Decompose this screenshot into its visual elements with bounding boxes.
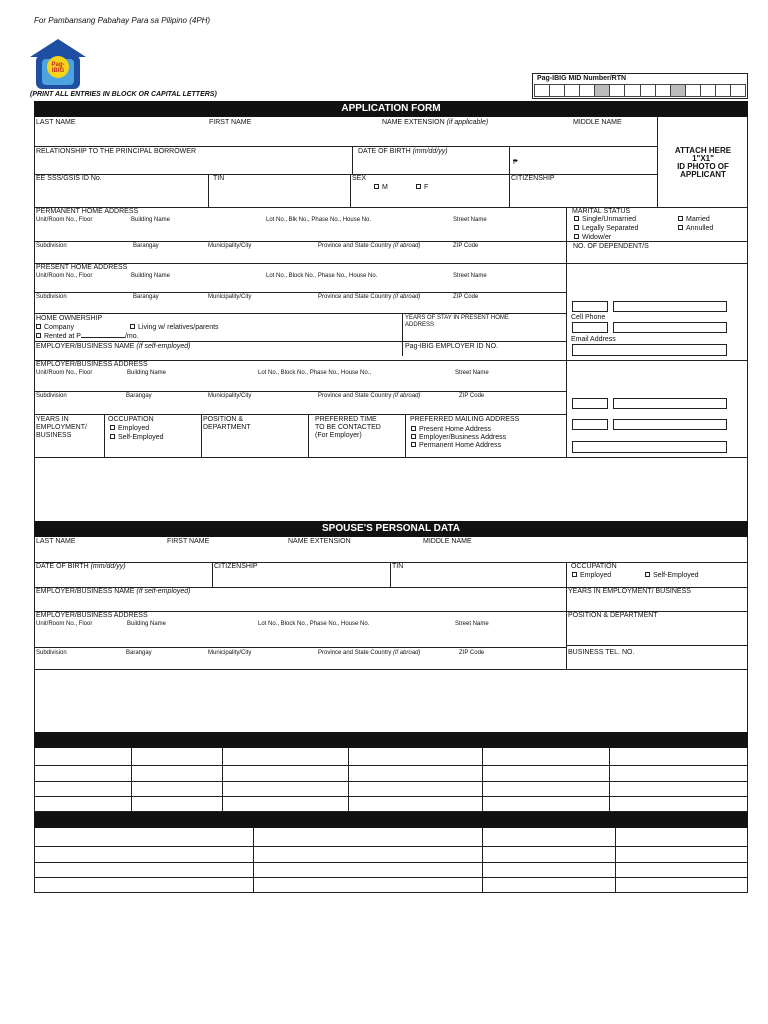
spouse-employer-name-label: EMPLOYER/BUSINESS NAME (If self-employed) (36, 588, 191, 595)
middle-name-label: MIDDLE NAME (573, 119, 622, 126)
emp-addr-city: Municipality/City (208, 393, 252, 399)
cell-phone-label: Cell Phone (571, 314, 606, 321)
permanent-address-label: PERMANENT HOME ADDRESS (36, 208, 139, 215)
svg-text:IBIG: IBIG (51, 68, 65, 74)
spouse-section-title: SPOUSE'S PERSONAL DATA (34, 521, 748, 537)
own-relatives-option[interactable]: Living w/ relatives/parents (130, 324, 219, 332)
svg-text:Pag-: Pag- (51, 62, 65, 68)
addr-zip: ZIP Code (453, 243, 479, 249)
employer-address-label: EMPLOYER/BUSINESS ADDRESS (36, 361, 148, 368)
table2-header (34, 812, 748, 828)
emp-addr-zip: ZIP Code (459, 393, 485, 399)
addr-subd: Subdivision (36, 243, 67, 249)
mailing-address-label: PREFERRED MAILING ADDRESS (410, 416, 520, 423)
spouse-employer-address-label: EMPLOYER/BUSINESS ADDRESS (36, 612, 148, 619)
addr-bldg: Building Name (131, 217, 171, 223)
sp-addr-subd: Subdivision (36, 650, 67, 656)
spouse-dob-label: DATE OF BIRTH (mm/dd/yy) (36, 563, 126, 570)
spouse-name-ext-label: NAME EXTENSION (288, 538, 351, 545)
home-ownership-label: HOME OWNERSHIP (36, 315, 103, 322)
employer-name-label: EMPLOYER/BUSINESS NAME (If self-employed) (36, 343, 191, 350)
marital-single[interactable]: Single/Unmarried (574, 216, 636, 224)
spouse-occ-self-employed[interactable]: Self-Employed (645, 572, 699, 580)
present-addr-zip: ZIP Code (453, 294, 479, 300)
present-addr-brgy: Barangay (133, 294, 159, 300)
addr-lot: Lot No., Blk No., Phase No., House No. (266, 217, 372, 223)
years-stay-label-2: ADDRESS (405, 322, 435, 328)
sp-addr-street: Street Name (455, 621, 489, 627)
present-address-label: PRESENT HOME ADDRESS (36, 264, 128, 271)
years-employment-label-3: BUSINESS (36, 432, 72, 439)
sp-addr-lot: Lot No., Block No., Phase No., House No. (258, 621, 370, 627)
emp-tel-area-input[interactable] (572, 398, 608, 409)
occ-employed-option[interactable]: Employed (110, 425, 149, 433)
marital-widow[interactable]: Widow/er (574, 234, 611, 242)
addr-unit: Unit/Room No., Floor (36, 217, 93, 223)
dependents-label: NO. OF DEPENDENT/S (573, 243, 649, 250)
citizenship-label: CITIZENSHIP (511, 175, 555, 182)
sp-addr-bldg: Building Name (127, 621, 167, 627)
emp-addr-bldg: Building Name (127, 370, 167, 376)
years-employment-label: YEARS IN (36, 416, 69, 423)
application-form-title: APPLICATION FORM (34, 101, 748, 117)
marital-annulled[interactable]: Annulled (678, 225, 713, 233)
marital-separated[interactable]: Legally Separated (574, 225, 638, 233)
employer-id-label: Pag-IBIG EMPLOYER ID NO. (405, 343, 498, 350)
addr-prov: Province and State Country (if abroad) (318, 243, 421, 249)
preferred-time-label-3: (For Employer) (315, 432, 362, 439)
first-name-label: FIRST NAME (209, 119, 252, 126)
phone-area-input[interactable] (572, 301, 608, 312)
dob-label: DATE OF BIRTH (mm/dd/yy) (358, 148, 448, 155)
table1-header (34, 732, 748, 748)
spouse-position-label: POSITION & DEPARTMENT (568, 612, 658, 619)
spouse-years-employment-label: YEARS IN EMPLOYMENT/ BUSINESS (568, 588, 691, 595)
emp-email-input[interactable] (572, 441, 727, 453)
mid-number-label: Pag-IBIG MID Number/RTN (537, 75, 627, 82)
phone-input[interactable] (613, 301, 727, 312)
relationship-label: RELATIONSHIP TO THE PRINCIPAL BORROWER (36, 148, 196, 155)
present-addr-bldg: Building Name (131, 273, 171, 279)
emp-addr-street: Street Name (455, 370, 489, 376)
present-addr-prov: Province and State Country (if abroad) (318, 294, 421, 300)
cell-phone-input[interactable] (613, 322, 727, 333)
sex-m-option[interactable]: M (374, 184, 388, 192)
emp-addr-brgy: Barangay (126, 393, 152, 399)
peso-sign: ₱ (513, 159, 518, 166)
present-addr-unit: Unit/Room No., Floor (36, 273, 93, 279)
own-company-option[interactable]: Company (36, 324, 74, 332)
emp-addr-unit: Unit/Room No., Floor (36, 370, 93, 376)
photo-line4: APPLICANT (680, 170, 726, 179)
email-label: Email Address (571, 336, 616, 343)
present-addr-city: Municipality/City (208, 294, 252, 300)
own-rented-option[interactable]: Rented at P /mo. (36, 332, 139, 341)
mail-present-option[interactable]: Present Home Address (411, 426, 491, 434)
preferred-time-label-2: TO BE CONTACTED (315, 424, 381, 431)
sex-f-option[interactable]: F (416, 184, 428, 192)
sp-addr-brgy: Barangay (126, 650, 152, 656)
emp-addr-prov: Province and State Country (if abroad) (318, 393, 421, 399)
photo-line2: 1"X1" (692, 154, 714, 163)
spouse-business-tel-label: BUSINESS TEL. NO. (568, 649, 635, 656)
spouse-occ-employed[interactable]: Employed (572, 572, 611, 580)
pag-ibig-logo (28, 37, 88, 91)
photo-line1: ATTACH HERE (674, 146, 732, 155)
spouse-occupation-label: OCCUPATION (571, 563, 617, 570)
preferred-time-label: PREFERRED TIME (315, 416, 377, 423)
present-addr-subd: Subdivision (36, 294, 67, 300)
spouse-middle-name-label: MIDDLE NAME (423, 538, 472, 545)
sp-addr-prov: Province and State Country (if abroad) (318, 650, 421, 656)
years-employment-label-2: EMPLOYMENT/ (36, 424, 87, 431)
spouse-citizenship-label: CITIZENSHIP (214, 563, 258, 570)
emp-addr-lot: Lot No., Block No., Phase No., House No., (258, 370, 372, 376)
email-input[interactable] (572, 344, 727, 356)
emp-tel-input[interactable] (613, 398, 727, 409)
emp-tel2-area-input[interactable] (572, 419, 608, 430)
emp-addr-subd: Subdivision (36, 393, 67, 399)
marital-status-label: MARITAL STATUS (572, 208, 631, 215)
present-addr-street: Street Name (453, 273, 487, 279)
spouse-tin-label: TIN (392, 563, 404, 570)
cell-prefix-input[interactable] (572, 322, 608, 333)
program-title: For Pambansang Pabahay Para sa Pilipino (4PH) (34, 16, 211, 25)
occ-self-employed-option[interactable]: Self-Employed (110, 434, 164, 442)
sss-gsis-label: EE SSS/GSIS ID No. (36, 175, 102, 182)
sp-addr-zip: ZIP Code (459, 650, 485, 656)
position-label-2: DEPARTMENT (203, 424, 251, 431)
addr-street: Street Name (453, 217, 487, 223)
mid-number-cells[interactable] (534, 84, 746, 97)
mail-permanent-option[interactable]: Permanent Home Address (411, 442, 501, 450)
last-name-label: LAST NAME (36, 119, 76, 126)
sex-label: SEX (352, 175, 367, 182)
sp-addr-unit: Unit/Room No., Floor (36, 621, 93, 627)
addr-city: Municipality/City (208, 243, 252, 249)
tin-label: TIN (213, 175, 225, 182)
addr-brgy: Barangay (133, 243, 159, 249)
spouse-last-name-label: LAST NAME (36, 538, 76, 545)
emp-tel2-input[interactable] (613, 419, 727, 430)
marital-married[interactable]: Married (678, 216, 710, 224)
present-addr-lot: Lot No., Block No., Phase No., House No. (266, 273, 378, 279)
sp-addr-city: Municipality/City (208, 650, 252, 656)
occupation-label: OCCUPATION (108, 416, 154, 423)
spouse-first-name-label: FIRST NAME (167, 538, 210, 545)
photo-line3: ID PHOTO OF (677, 162, 729, 171)
position-label: POSITION & (203, 416, 244, 423)
mail-employer-option[interactable]: Employer/Business Address (411, 434, 506, 442)
name-extension-label: NAME EXTENSION (if applicable) (382, 119, 489, 126)
years-stay-label: YEARS OF STAY IN PRESENT HOME (405, 315, 509, 321)
print-instruction: (PRINT ALL ENTRIES IN BLOCK OR CAPITAL LETTERS) (30, 91, 217, 98)
